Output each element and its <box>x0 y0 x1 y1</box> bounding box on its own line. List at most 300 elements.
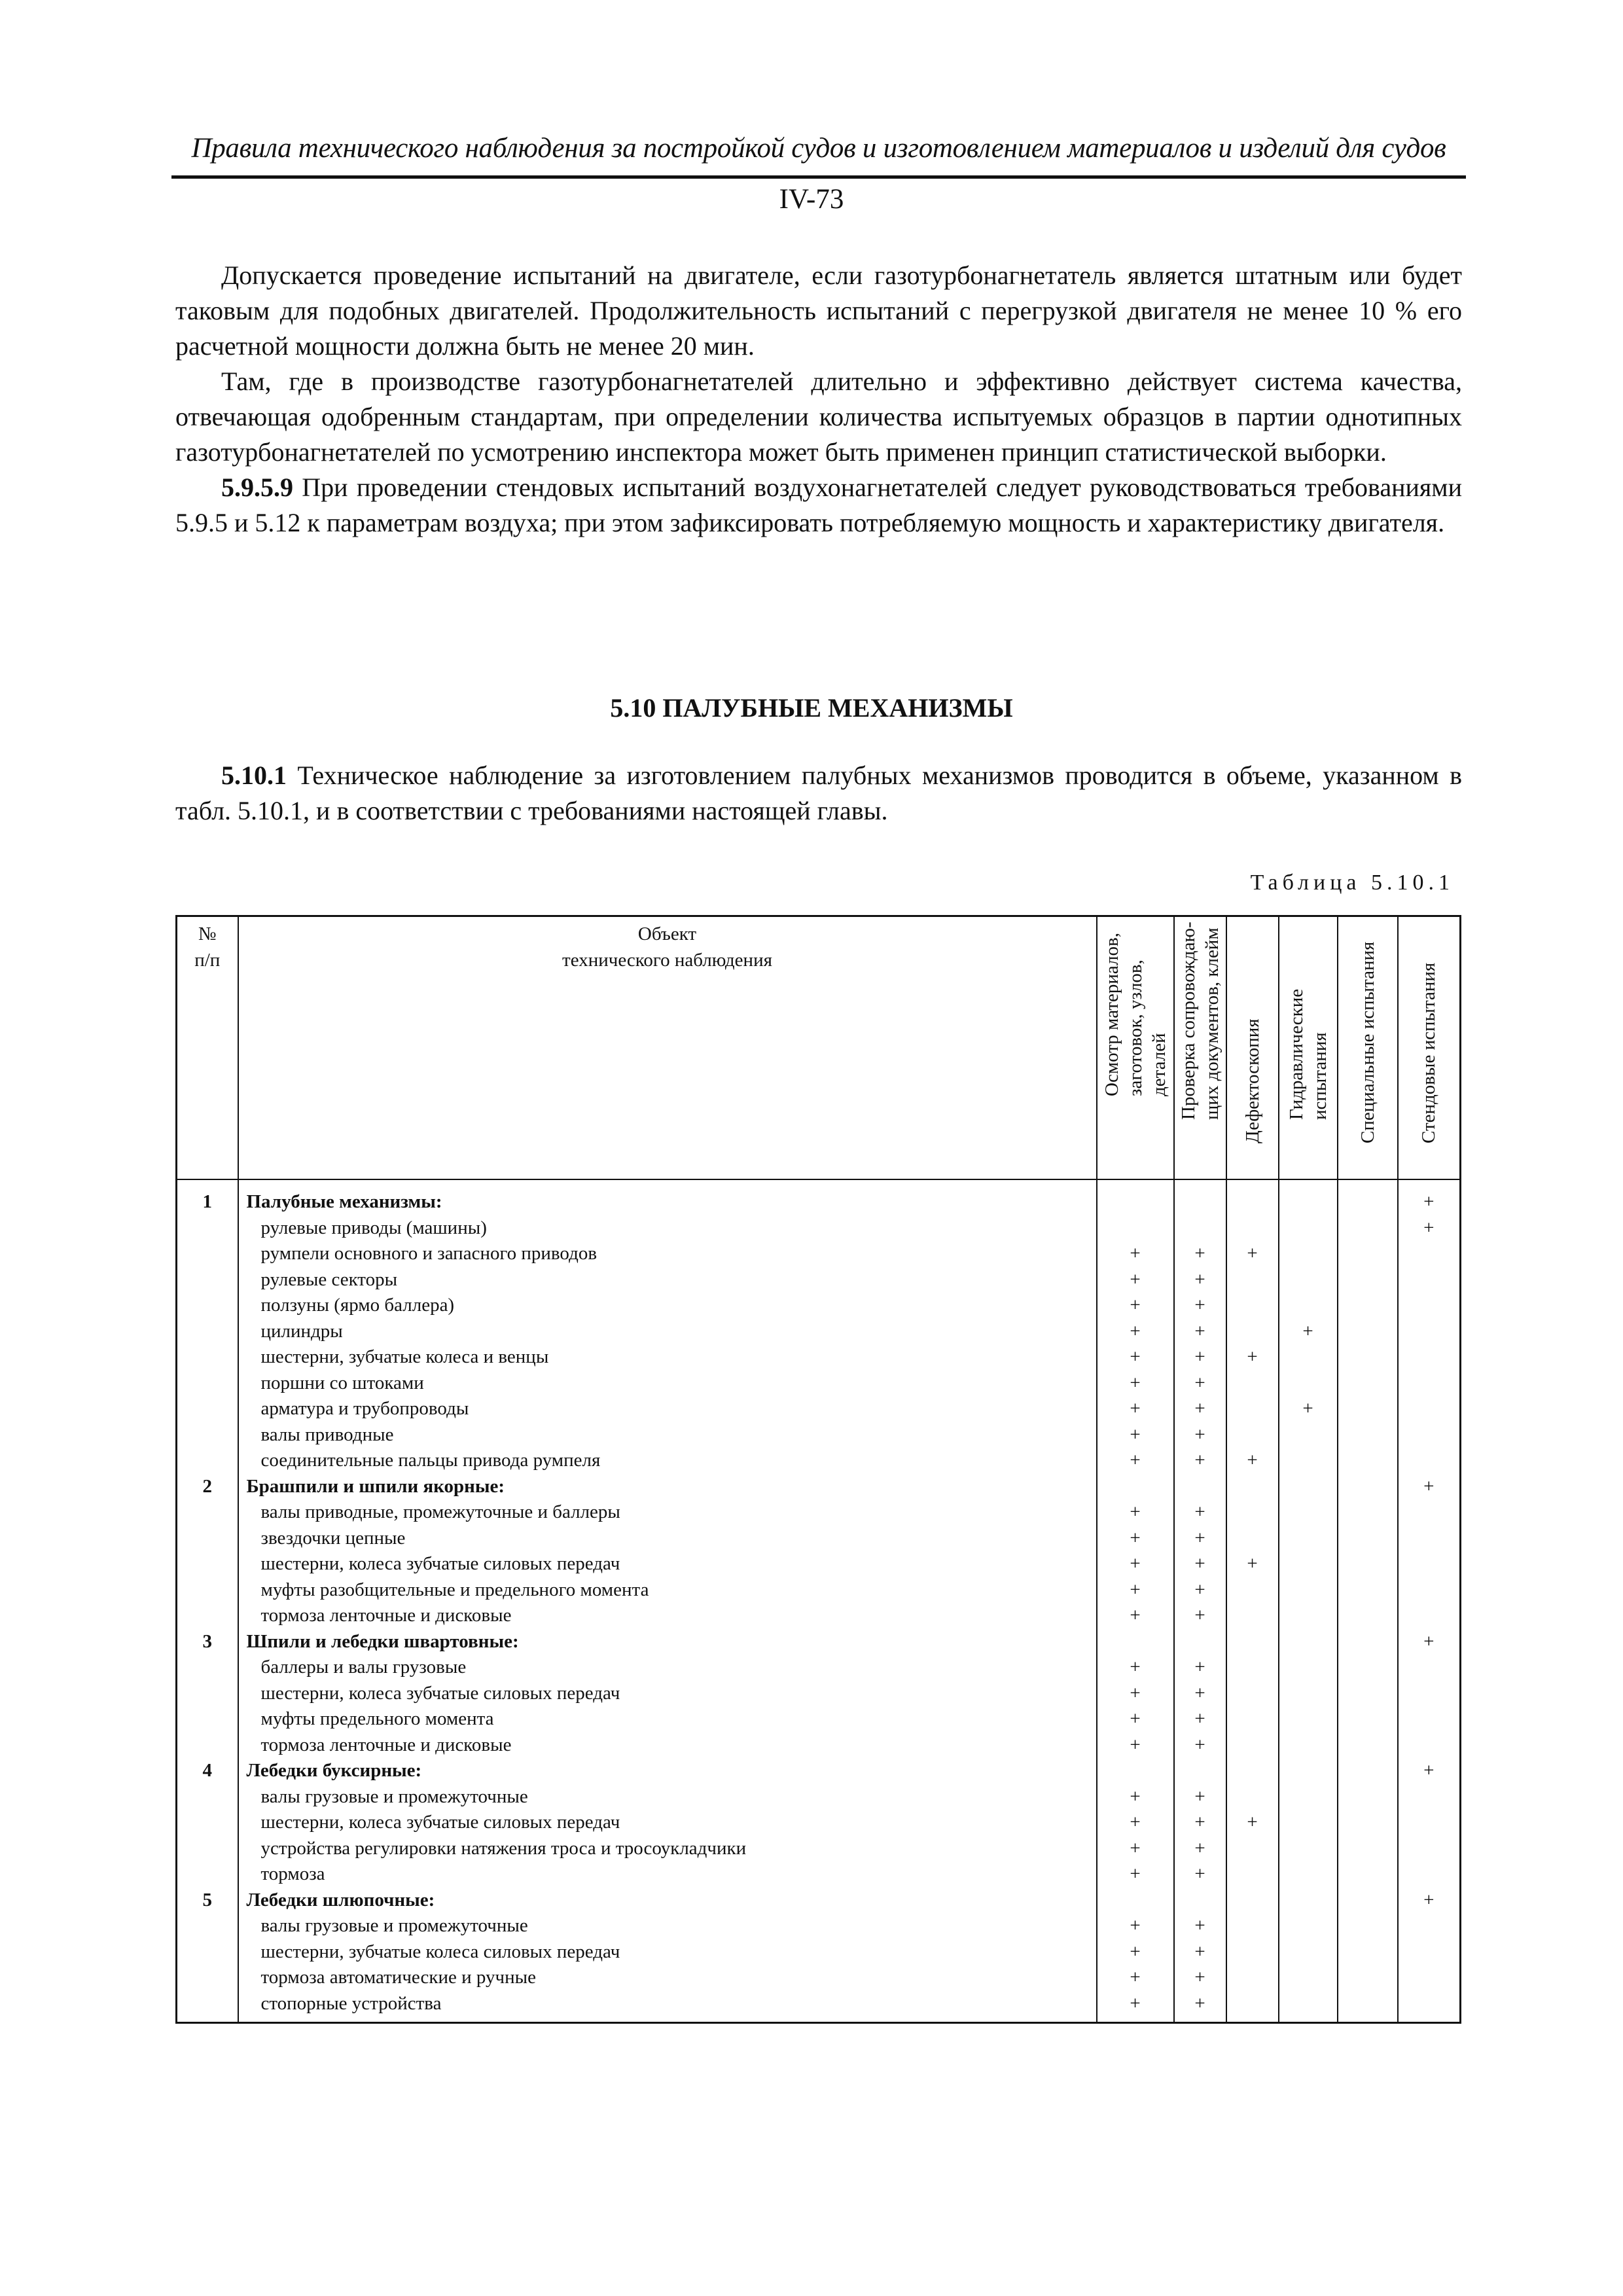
item-name: шестерни, зубчатые колеса силовых передач <box>260 1941 620 1962</box>
mark-special <box>1338 1499 1398 1526</box>
mark-ndt <box>1226 1836 1279 1862</box>
paragraph-statistical-sampling: Там, где в производстве газотурбонагнетателей длительно и эффективно действует система качества, отвечающая одобренным стандартам, при определении количества испытуемых образцов в партии однотипных газотурбонагнетателей по усмотрению инспектора может быть применен принцип статистической выборки. <box>175 367 1462 467</box>
mark-special <box>1338 1396 1398 1422</box>
column-header-inspection <box>1097 916 1174 1180</box>
mark-ndt <box>1226 1758 1279 1784</box>
group-title-cell <box>238 1888 1097 1914</box>
mark-hydraulic <box>1279 1732 1338 1759</box>
table-row <box>177 1422 1461 1448</box>
mark-hydraulic: + <box>1279 1319 1338 1345</box>
mark-hydraulic <box>1279 1422 1338 1448</box>
paragraph-5-9-5-9 <box>175 470 1462 541</box>
mark-documents <box>1174 1758 1226 1784</box>
table-row <box>177 1732 1461 1759</box>
table-row <box>177 1319 1461 1345</box>
header-rule <box>171 175 1466 179</box>
item-name-cell <box>238 1267 1097 1293</box>
mark-documents: + <box>1174 1551 1226 1577</box>
mark-inspection: + <box>1097 1551 1174 1577</box>
mark-documents: + <box>1174 1655 1226 1681</box>
mark-documents: + <box>1174 1371 1226 1397</box>
mark-ndt <box>1226 1371 1279 1397</box>
item-name-cell <box>238 1732 1097 1759</box>
mark-special <box>1338 1371 1398 1397</box>
group-title-cell <box>238 1758 1097 1784</box>
mark-hydraulic <box>1279 1526 1338 1552</box>
mark-bench <box>1398 1319 1461 1345</box>
table-row <box>177 1939 1461 1965</box>
mark-bench <box>1398 1991 1461 2023</box>
item-name-cell <box>238 1526 1097 1552</box>
mark-special <box>1338 1629 1398 1655</box>
mark-documents: + <box>1174 1241 1226 1267</box>
paragraph-number: 5.9.5.9 <box>221 473 293 502</box>
mark-hydraulic <box>1279 1810 1338 1836</box>
row-number: 1 <box>177 1179 238 1215</box>
mark-ndt: + <box>1226 1448 1279 1474</box>
mark-documents: + <box>1174 1293 1226 1319</box>
group-title: Брашпили и шпили якорные: <box>246 1475 505 1497</box>
mark-hydraulic <box>1279 1344 1338 1371</box>
paragraph-5-10-1 <box>175 758 1462 829</box>
mark-ndt <box>1226 1603 1279 1629</box>
mark-hydraulic <box>1279 1706 1338 1732</box>
column-header-hydraulic-line: испытания <box>1309 1032 1330 1120</box>
group-title-cell <box>238 1629 1097 1655</box>
mark-bench: + <box>1398 1629 1461 1655</box>
mark-inspection: + <box>1097 1422 1174 1448</box>
mark-ndt <box>1226 1965 1279 1991</box>
mark-special <box>1338 1551 1398 1577</box>
mark-documents <box>1174 1215 1226 1242</box>
mark-inspection: + <box>1097 1836 1174 1862</box>
item-name-cell <box>238 1861 1097 1888</box>
table-row <box>177 1655 1461 1681</box>
item-name: рулевые приводы (машины) <box>260 1217 487 1238</box>
item-name-cell <box>238 1913 1097 1939</box>
item-name: муфты разобщительные и предельного момента <box>260 1579 649 1600</box>
mark-documents: + <box>1174 1499 1226 1526</box>
mark-special <box>1338 1319 1398 1345</box>
item-name-cell <box>238 1215 1097 1242</box>
mark-special <box>1338 1526 1398 1552</box>
mark-special <box>1338 1241 1398 1267</box>
mark-hydraulic <box>1279 1603 1338 1629</box>
item-name: звездочки цепные <box>260 1527 406 1549</box>
item-name-cell <box>238 1371 1097 1397</box>
mark-inspection: + <box>1097 1681 1174 1707</box>
mark-special <box>1338 1474 1398 1500</box>
intro-text <box>175 258 1462 541</box>
item-name-cell <box>238 1810 1097 1836</box>
paragraph-number: 5.10.1 <box>221 761 287 790</box>
mark-documents: + <box>1174 1732 1226 1759</box>
section-heading: 5.10 ПАЛУБНЫЕ МЕХАНИЗМЫ <box>610 693 1013 723</box>
mark-ndt <box>1226 1215 1279 1242</box>
table-header-row <box>177 916 1461 1180</box>
mark-ndt <box>1226 1422 1279 1448</box>
row-number <box>177 1706 238 1732</box>
column-header-hydraulic-line: Гидравлические <box>1285 988 1307 1120</box>
mark-special <box>1338 1939 1398 1965</box>
mark-bench <box>1398 1551 1461 1577</box>
mark-inspection: + <box>1097 1732 1174 1759</box>
item-name: валы приводные, промежуточные и баллеры <box>260 1501 620 1522</box>
table-row <box>177 1371 1461 1397</box>
mark-documents: + <box>1174 1344 1226 1371</box>
mark-bench <box>1398 1267 1461 1293</box>
mark-hydraulic <box>1279 1861 1338 1888</box>
item-name-cell <box>238 1939 1097 1965</box>
mark-documents: + <box>1174 1319 1226 1345</box>
item-name: арматура и трубопроводы <box>260 1398 469 1419</box>
table-row <box>177 1965 1461 1991</box>
mark-ndt <box>1226 1629 1279 1655</box>
column-header-documents-line: Проверка сопровождаю- <box>1177 922 1199 1120</box>
mark-inspection: + <box>1097 1784 1174 1810</box>
mark-ndt <box>1226 1732 1279 1759</box>
row-number <box>177 1344 238 1371</box>
column-header-number <box>177 916 238 1180</box>
item-name: тормоза ленточные и дисковые <box>260 1605 512 1626</box>
mark-hydraulic <box>1279 1474 1338 1500</box>
row-number <box>177 1784 238 1810</box>
mark-hydraulic <box>1279 1939 1338 1965</box>
row-number <box>177 1732 238 1759</box>
mark-inspection: + <box>1097 1913 1174 1939</box>
mark-special <box>1338 1913 1398 1939</box>
mark-bench <box>1398 1655 1461 1681</box>
mark-documents <box>1174 1179 1226 1215</box>
group-title: Лебедки шлюпочные: <box>246 1889 435 1910</box>
column-header-inspection-line: заготовок, узлов, <box>1124 960 1146 1096</box>
item-name: румпели основного и запасного приводов <box>260 1243 597 1264</box>
row-number <box>177 1267 238 1293</box>
mark-bench <box>1398 1706 1461 1732</box>
item-name-cell <box>238 1836 1097 1862</box>
mark-bench <box>1398 1499 1461 1526</box>
item-name: поршни со штоками <box>260 1372 424 1393</box>
mark-bench <box>1398 1784 1461 1810</box>
item-name-cell <box>238 1784 1097 1810</box>
column-header-object-line: Объект <box>637 924 697 944</box>
table-row <box>177 1991 1461 2023</box>
mark-special <box>1338 1655 1398 1681</box>
item-name: ползуны (ярмо баллера) <box>260 1295 455 1316</box>
table-row <box>177 1396 1461 1422</box>
mark-ndt: + <box>1226 1810 1279 1836</box>
column-header-object <box>238 916 1097 1180</box>
mark-special <box>1338 1293 1398 1319</box>
row-number: 5 <box>177 1888 238 1914</box>
mark-bench <box>1398 1526 1461 1552</box>
table-row <box>177 1836 1461 1862</box>
mark-ndt <box>1226 1784 1279 1810</box>
group-title-cell <box>238 1179 1097 1215</box>
mark-ndt <box>1226 1681 1279 1707</box>
mark-special <box>1338 1732 1398 1759</box>
mark-special <box>1338 1179 1398 1215</box>
mark-hydraulic <box>1279 1179 1338 1215</box>
item-name-cell <box>238 1655 1097 1681</box>
paragraph-text: Техническое наблюдение за изготовлением палубных механизмов проводится в объеме, указанном в табл. 5.10.1, и в соответствии с требованиями настоящей главы. <box>175 761 1462 825</box>
mark-hydraulic <box>1279 1913 1338 1939</box>
row-number <box>177 1241 238 1267</box>
item-name: валы грузовые и промежуточные <box>260 1915 528 1936</box>
item-name: валы приводные <box>260 1424 394 1445</box>
mark-documents: + <box>1174 1526 1226 1552</box>
mark-documents: + <box>1174 1706 1226 1732</box>
item-name: шестерни, колеса зубчатые силовых передач <box>260 1553 620 1574</box>
mark-bench <box>1398 1732 1461 1759</box>
item-name: цилиндры <box>260 1320 343 1342</box>
mark-hydraulic <box>1279 1965 1338 1991</box>
mark-inspection: + <box>1097 1241 1174 1267</box>
column-header-object-line: технического наблюдения <box>562 950 772 971</box>
row-number <box>177 1965 238 1991</box>
mark-inspection: + <box>1097 1861 1174 1888</box>
mark-bench: + <box>1398 1179 1461 1215</box>
mark-bench <box>1398 1241 1461 1267</box>
paragraph-engine-testing: Допускается проведение испытаний на двигателе, если газотурбонагнетатель является штатным или будет таковым для подобных двигателей. Продолжительность испытаний с перегрузкой двигателя не менее 10 % его расчетной мощности должна быть не менее 20 мин. <box>175 260 1462 361</box>
row-number <box>177 1577 238 1604</box>
running-header: Правила технического наблюдения за постройкой судов и изготовлением материалов и изделий для судов <box>191 133 1446 164</box>
column-header-special-line: Специальные испытания <box>1357 941 1378 1143</box>
table-group-row <box>177 1888 1461 1914</box>
table-row <box>177 1344 1461 1371</box>
table-row <box>177 1784 1461 1810</box>
table-group-row <box>177 1629 1461 1655</box>
table-row <box>177 1293 1461 1319</box>
table-row <box>177 1681 1461 1707</box>
mark-bench <box>1398 1371 1461 1397</box>
mark-ndt: + <box>1226 1241 1279 1267</box>
mark-special <box>1338 1836 1398 1862</box>
item-name: валы грузовые и промежуточные <box>260 1785 528 1807</box>
mark-hydraulic <box>1279 1267 1338 1293</box>
mark-documents: + <box>1174 1991 1226 2023</box>
mark-special <box>1338 1603 1398 1629</box>
mark-ndt <box>1226 1474 1279 1500</box>
item-name: баллеры и валы грузовые <box>260 1657 467 1677</box>
mark-bench <box>1398 1939 1461 1965</box>
item-name-cell <box>238 1293 1097 1319</box>
mark-bench <box>1398 1422 1461 1448</box>
mark-special <box>1338 1267 1398 1293</box>
mark-special <box>1338 1422 1398 1448</box>
mark-special <box>1338 1448 1398 1474</box>
mark-hydraulic <box>1279 1758 1338 1784</box>
item-name: шестерни, колеса зубчатые силовых передач <box>260 1812 620 1833</box>
mark-ndt <box>1226 1913 1279 1939</box>
row-number <box>177 1551 238 1577</box>
mark-documents: + <box>1174 1784 1226 1810</box>
row-number <box>177 1293 238 1319</box>
mark-documents: + <box>1174 1836 1226 1862</box>
mark-documents: + <box>1174 1267 1226 1293</box>
table-row <box>177 1267 1461 1293</box>
table-row <box>177 1603 1461 1629</box>
mark-inspection: + <box>1097 1499 1174 1526</box>
mark-special <box>1338 1888 1398 1914</box>
mark-hydraulic <box>1279 1784 1338 1810</box>
row-number <box>177 1319 238 1345</box>
mark-hydraulic <box>1279 1448 1338 1474</box>
item-name-cell <box>238 1499 1097 1526</box>
table-group-row <box>177 1758 1461 1784</box>
mark-ndt <box>1226 1499 1279 1526</box>
column-header-inspection-line: деталей <box>1148 1033 1169 1096</box>
table-row <box>177 1913 1461 1939</box>
mark-bench <box>1398 1293 1461 1319</box>
column-header-bench <box>1398 916 1461 1180</box>
mark-inspection: + <box>1097 1810 1174 1836</box>
row-number <box>177 1396 238 1422</box>
item-name-cell <box>238 1603 1097 1629</box>
item-name: муфты предельного момента <box>260 1708 494 1729</box>
mark-ndt: + <box>1226 1551 1279 1577</box>
item-name: рулевые секторы <box>260 1268 398 1290</box>
mark-inspection: + <box>1097 1991 1174 2023</box>
item-name-cell <box>238 1319 1097 1345</box>
item-name-cell <box>238 1991 1097 2023</box>
column-header-ndt <box>1226 916 1279 1180</box>
mark-ndt <box>1226 1267 1279 1293</box>
mark-ndt <box>1226 1577 1279 1604</box>
group-title: Шпили и лебедки швартовные: <box>246 1630 519 1652</box>
item-name-cell <box>238 1396 1097 1422</box>
mark-bench: + <box>1398 1474 1461 1500</box>
mark-documents: + <box>1174 1577 1226 1604</box>
column-header-ndt-line: Дефектоскопия <box>1241 1018 1263 1143</box>
row-number <box>177 1422 238 1448</box>
mark-hydraulic <box>1279 1551 1338 1577</box>
row-number <box>177 1861 238 1888</box>
mark-special <box>1338 1965 1398 1991</box>
item-name-cell <box>238 1422 1097 1448</box>
mark-inspection: + <box>1097 1603 1174 1629</box>
row-number <box>177 1448 238 1474</box>
mark-documents: + <box>1174 1396 1226 1422</box>
mark-documents: + <box>1174 1939 1226 1965</box>
mark-documents: + <box>1174 1422 1226 1448</box>
mark-ndt <box>1226 1526 1279 1552</box>
row-number: 3 <box>177 1629 238 1655</box>
row-number <box>177 1991 238 2023</box>
mark-documents: + <box>1174 1448 1226 1474</box>
mark-inspection: + <box>1097 1939 1174 1965</box>
row-number <box>177 1939 238 1965</box>
table-caption: Таблица 5.10.1 <box>1250 870 1454 895</box>
mark-bench <box>1398 1448 1461 1474</box>
section-paragraph <box>175 758 1462 829</box>
mark-hydraulic <box>1279 1293 1338 1319</box>
mark-inspection <box>1097 1888 1174 1914</box>
mark-inspection: + <box>1097 1577 1174 1604</box>
mark-inspection: + <box>1097 1293 1174 1319</box>
row-number <box>177 1603 238 1629</box>
column-header-bench-line: Стендовые испытания <box>1418 962 1440 1143</box>
mark-bench: + <box>1398 1888 1461 1914</box>
item-name: тормоза <box>260 1863 325 1884</box>
mark-ndt <box>1226 1939 1279 1965</box>
paragraph-text: При проведении стендовых испытаний воздухонагнетателей следует руководствоваться требованиями 5.9.5 и 5.12 к параметрам воздуха; при этом зафиксировать потребляемую мощность и характеристику двигателя. <box>175 473 1462 537</box>
mark-documents: + <box>1174 1913 1226 1939</box>
mark-inspection: + <box>1097 1267 1174 1293</box>
row-number <box>177 1371 238 1397</box>
column-header-documents <box>1174 916 1226 1180</box>
item-name-cell <box>238 1344 1097 1371</box>
mark-bench <box>1398 1344 1461 1371</box>
group-title: Палубные механизмы: <box>246 1191 442 1212</box>
mark-bench <box>1398 1577 1461 1604</box>
row-number <box>177 1681 238 1707</box>
mark-special <box>1338 1681 1398 1707</box>
mark-bench <box>1398 1681 1461 1707</box>
mark-ndt <box>1226 1396 1279 1422</box>
mark-inspection: + <box>1097 1448 1174 1474</box>
mark-bench: + <box>1398 1758 1461 1784</box>
mark-bench <box>1398 1836 1461 1862</box>
table-row <box>177 1706 1461 1732</box>
table-row <box>177 1551 1461 1577</box>
mark-bench: + <box>1398 1215 1461 1242</box>
table-row <box>177 1526 1461 1552</box>
mark-inspection: + <box>1097 1655 1174 1681</box>
mark-inspection <box>1097 1758 1174 1784</box>
mark-documents: + <box>1174 1861 1226 1888</box>
mark-ndt <box>1226 1861 1279 1888</box>
mark-hydraulic <box>1279 1577 1338 1604</box>
mark-documents: + <box>1174 1810 1226 1836</box>
mark-documents: + <box>1174 1965 1226 1991</box>
mark-special <box>1338 1706 1398 1732</box>
item-name: шестерни, колеса зубчатые силовых передач <box>260 1682 620 1704</box>
item-name-cell <box>238 1681 1097 1707</box>
mark-special <box>1338 1784 1398 1810</box>
column-header-number-line: п/п <box>194 950 221 971</box>
mark-hydraulic <box>1279 1499 1338 1526</box>
mark-special <box>1338 1344 1398 1371</box>
mark-bench <box>1398 1965 1461 1991</box>
table-row <box>177 1577 1461 1604</box>
row-number <box>177 1836 238 1862</box>
column-header-hydraulic <box>1279 916 1338 1180</box>
row-number <box>177 1499 238 1526</box>
mark-bench <box>1398 1810 1461 1836</box>
mark-inspection: + <box>1097 1396 1174 1422</box>
table-group-row <box>177 1179 1461 1215</box>
mark-ndt <box>1226 1179 1279 1215</box>
mark-ndt <box>1226 1293 1279 1319</box>
row-number: 4 <box>177 1758 238 1784</box>
item-name: устройства регулировки натяжения троса и тросоукладчики <box>260 1837 747 1859</box>
group-title-cell <box>238 1474 1097 1500</box>
mark-inspection: + <box>1097 1319 1174 1345</box>
mark-hydraulic <box>1279 1991 1338 2023</box>
mark-ndt <box>1226 1655 1279 1681</box>
table-group-row <box>177 1474 1461 1500</box>
mark-ndt <box>1226 1888 1279 1914</box>
mark-special <box>1338 1215 1398 1242</box>
mark-ndt <box>1226 1991 1279 2023</box>
mark-hydraulic <box>1279 1655 1338 1681</box>
table-row <box>177 1215 1461 1242</box>
inspection-table <box>175 915 1461 2024</box>
item-name: шестерни, зубчатые колеса и венцы <box>260 1346 549 1367</box>
item-name: тормоза автоматические и ручные <box>260 1967 536 1988</box>
row-number <box>177 1913 238 1939</box>
